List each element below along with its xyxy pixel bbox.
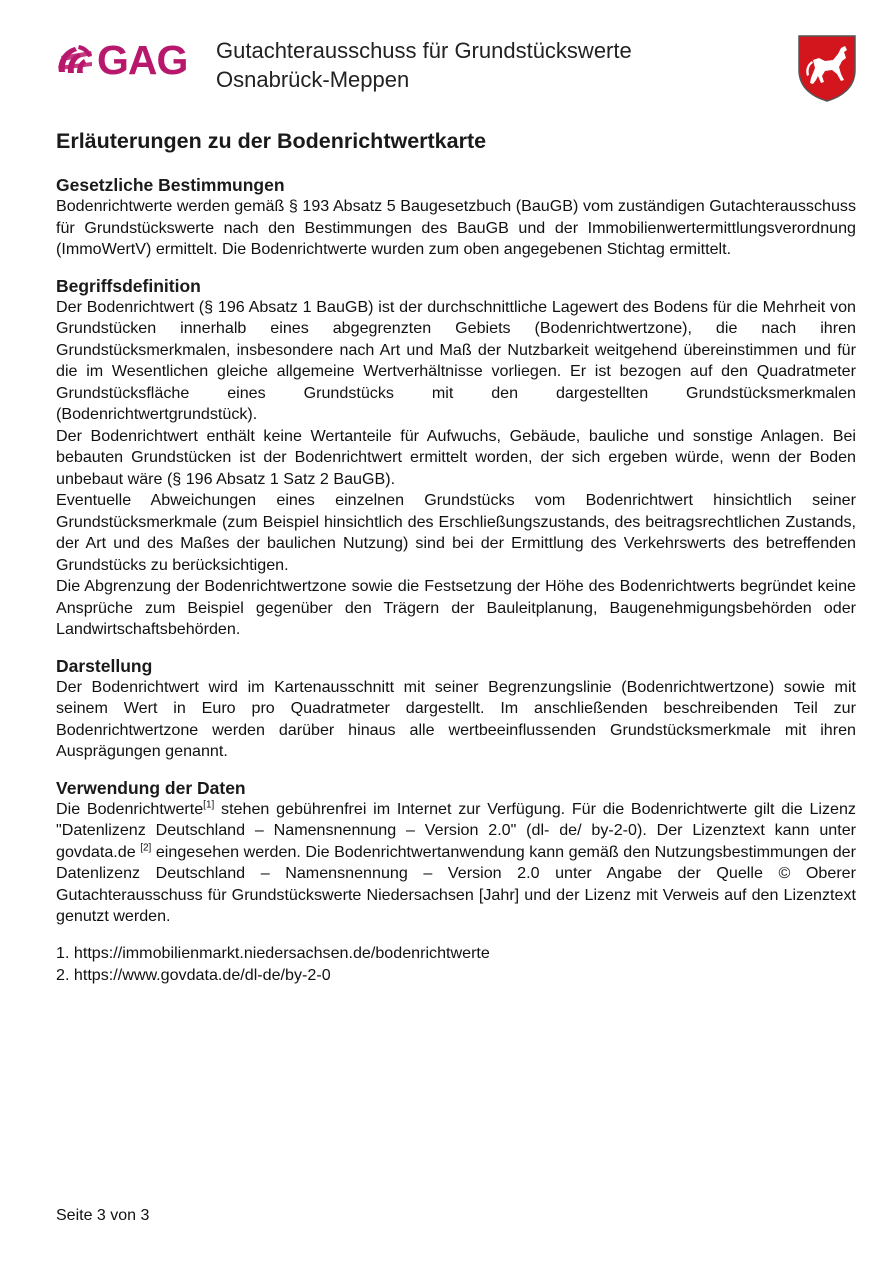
section-heading: Verwendung der Daten xyxy=(56,777,246,798)
section-definition xyxy=(56,275,856,641)
section-presentation xyxy=(56,655,856,763)
page-header xyxy=(55,34,857,106)
section-paragraph: Eventuelle Abweichungen eines einzelnen Grundstücks vom Bodenrichtwert hinsichtlich seiner Grundstücksmerkmale (zum Beispiel hinsichtlich des Erschließungszustands, des beitragsrechtlichen Zustands, der Art und des Maßes der baulichen Nutzung) sind bei der Ermittlung des Verkehrswerts des betreffenden Grundstücks zu berücksichtigen. xyxy=(56,491,856,574)
organization-line-1: Gutachterausschuss für Grundstückswerte xyxy=(216,38,632,63)
section-paragraph: Der Bodenrichtwert (§ 196 Absatz 1 BauGB) ist der durchschnittliche Lagewert des Bodens für die Mehrheit von Grundstücken innerhalb eines abgegrenzten Gebiets (Bodenrichtwertzone), die nach ihren Grundstücksmerkmalen, insbesondere nach Art und Maß der Nutzbarkeit weitgehend übereinstimmen und für die im Wesentlichen gleiche allgemeine Wertverhältnisse vorliegen. Er ist bezogen auf den Quadratmeter Grundstücksfläche eines Grundstücks mit den dargestellten Grundstücksmerkmalen (Bodenrichtwertgrundstück). xyxy=(56,297,856,423)
reference-list xyxy=(56,942,856,986)
page-title: Erläuterungen zu der Bodenrichtwertkarte xyxy=(56,129,487,153)
reference-link-1[interactable]: 1. https://immobilienmarkt.niedersachsen.de/bodenrichtwerte xyxy=(56,943,490,962)
globe-logo-icon xyxy=(55,42,93,78)
document-body xyxy=(56,126,856,986)
usage-text-2: stehen gebührenfrei im Internet zur Verfügung. Für die Bodenrichtwerte gilt die Lizenz "Datenlizenz Deutschland – Namensnennung – Version 2.0" (dl- de/ by-2-0). Der Lizenztext kann unter govdata.de xyxy=(56,799,856,861)
footnote-ref-1[interactable]: [1] xyxy=(203,799,215,811)
page-number: Seite 3 von 3 xyxy=(56,1207,150,1224)
section-paragraph: Die Abgrenzung der Bodenrichtwertzone sowie die Festsetzung der Höhe des Bodenrichtwerts begründet keine Ansprüche zum Beispiel gegenüber den Trägern der Bauleitplanung, Baugenehmigungsbehörden oder Landwirtschaftsbehörden. xyxy=(56,577,856,638)
section-heading: Darstellung xyxy=(56,655,153,676)
section-usage xyxy=(56,777,856,928)
section-legal xyxy=(56,174,856,261)
organization-name xyxy=(216,36,632,94)
section-paragraph: Der Bodenrichtwert wird im Kartenausschnitt mit seiner Begrenzungslinie (Bodenrichtwertzone) sowie mit seinem Wert in Euro pro Quadratmeter dargestellt. Im anschließenden beschreibenden Teil zur Bodenrichtwertzone werden darüber hinaus alle wertbeeinflussenden Grundstücksmerkmale mit ihren Ausprägungen genannt. xyxy=(56,677,856,760)
organization-line-2: Osnabrück-Meppen xyxy=(216,67,410,92)
reference-link-2[interactable]: 2. https://www.govdata.de/dl-de/by-2-0 xyxy=(56,965,331,984)
section-heading: Begriffsdefinition xyxy=(56,275,201,296)
lower-saxony-horse-crest-icon xyxy=(797,34,857,102)
footnote-ref-2[interactable]: [2] xyxy=(140,842,152,854)
usage-text-1: Die Bodenrichtwerte xyxy=(56,799,204,818)
usage-text-3: eingesehen werden. Die Bodenrichtwertanwendung kann gemäß den Nutzungsbestimmungen der Datenlizenz Deutschland – Namensnennung – Version 2.0 unter Angabe der Quelle © Oberer Gutachterausschuss für Grundstückswerte Niedersachsen [Jahr] und der Lizenz mit Verweis auf den Lizenztext genutzt werden. xyxy=(56,842,856,925)
section-paragraph: Bodenrichtwerte werden gemäß § 193 Absatz 5 Baugesetzbuch (BauGB) vom zuständigen Gutachterausschuss für Grundstückswerte nach den Bestimmungen des BauGB und der Immobilienwertermittlungsverordnung (ImmoWertV) ermittelt. Die Bodenrichtwerte wurden zum oben angegebenen Stichtag ermittelt. xyxy=(56,197,856,258)
section-paragraph: Der Bodenrichtwert enthält keine Wertanteile für Aufwuchs, Gebäude, bauliche und sonstige Anlagen. Bei bebauten Grundstücken ist der Bodenrichtwert ermittelt worden, der sich ergeben würde, wenn der Boden unbebaut wäre (§ 196 Absatz 1 Satz 2 BauGB). xyxy=(56,426,856,488)
gag-logo xyxy=(55,38,187,82)
section-heading: Gesetzliche Bestimmungen xyxy=(56,175,285,195)
logo-text: GAG xyxy=(97,37,188,83)
section-paragraph xyxy=(56,799,856,928)
